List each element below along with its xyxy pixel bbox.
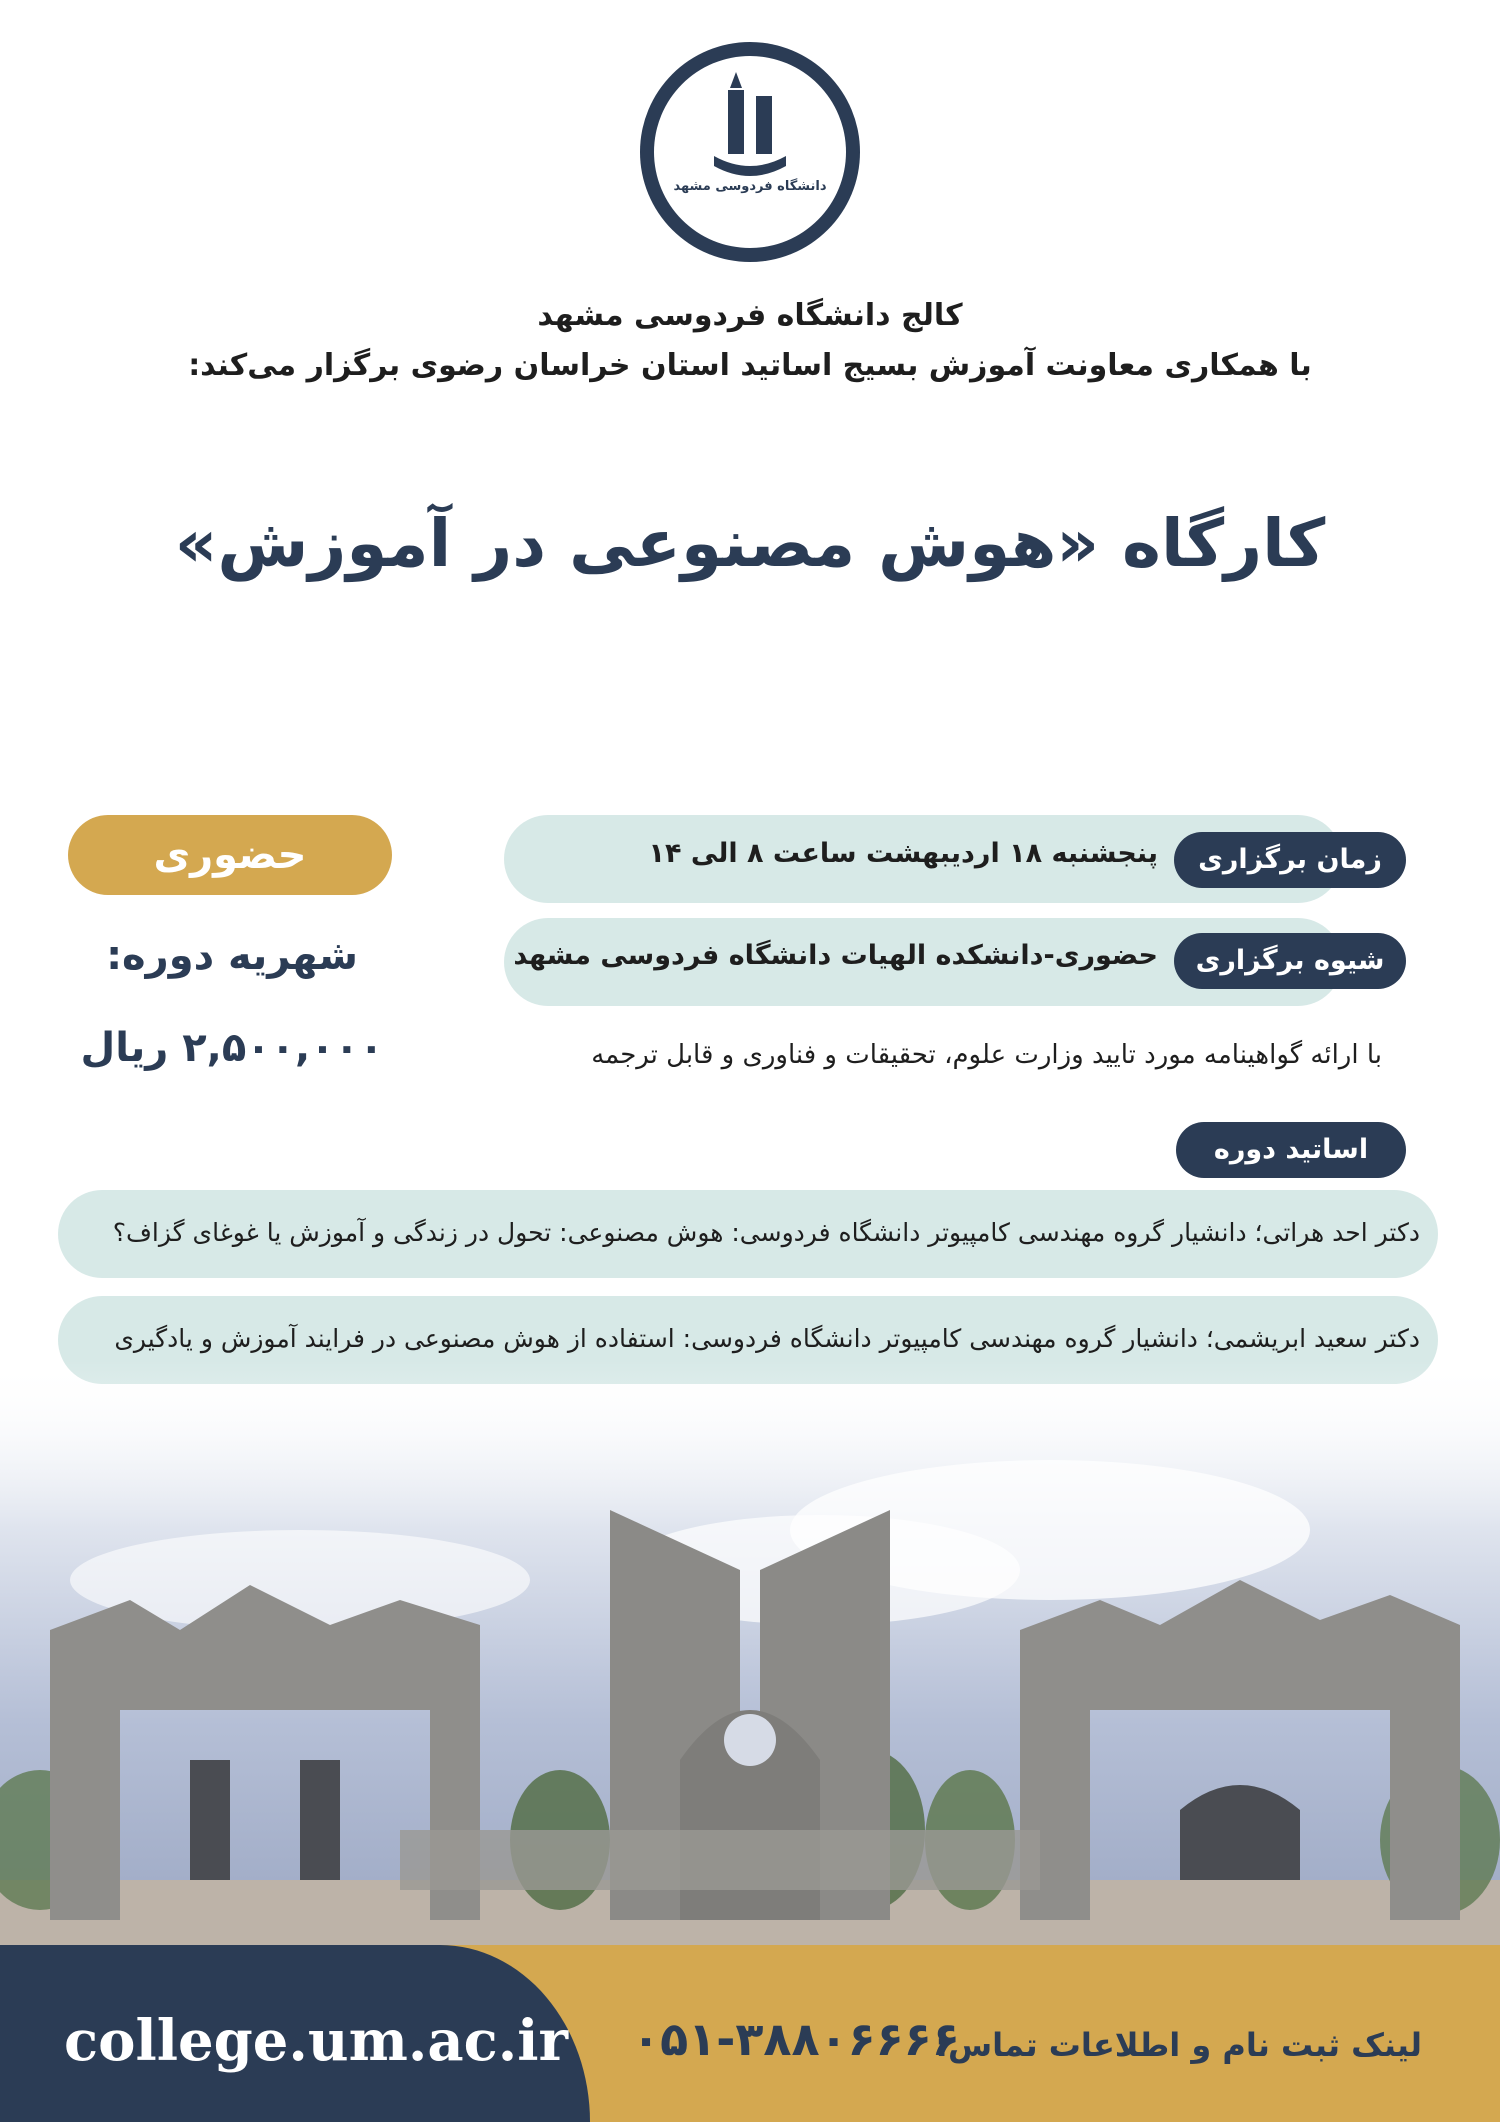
contact-label: لینک ثبت نام و اطلاعات تماس: [935,2026,1422,2064]
campus-gate-photo [0,1360,1500,1960]
logo-inner-text: دانشگاه فردوسی مشهد [673,179,827,194]
attendance-badge: حضوری [68,815,392,895]
fee-amount: ۲,۵۰۰,۰۰۰ ریال [80,1025,384,1071]
workshop-title: کارگاه «هوش مصنوعی در آموزش» [174,505,1326,582]
instructors-label-badge: اساتید دوره [1176,1122,1406,1178]
header-subtitle: با همکاری معاونت آموزش بسیج اساتید استان خراسان رضوی برگزار می‌کند: [188,348,1312,383]
logo-emblem-icon [636,38,864,266]
certificate-note: با ارائه گواهینامه مورد تایید وزارت علوم، تحقیقات و فناوری و قابل ترجمه [591,1040,1382,1070]
phone-number[interactable]: ۰۵۱-۳۸۸۰۶۶۶۶ [632,2012,960,2066]
university-logo [636,38,864,266]
method-label-badge: شیوه برگزاری [1174,933,1406,989]
instructor-text: دکتر احد هراتی؛ دانشیار گروه مهندسی کامپیوتر دانشگاه فردوسی: هوش مصنوعی: تحول در زندگی و آموزش یا غوغای گزاف؟ [112,1218,1420,1247]
website-link[interactable]: college.um.ac.ir [64,2008,569,2074]
instructor-text: دکتر سعید ابریشمی؛ دانشیار گروه مهندسی کامپیوتر دانشگاه فردوسی: استفاده از هوش مصنوعی در فرایند آموزش و یادگیری [114,1324,1420,1353]
header-title: کالج دانشگاه فردوسی مشهد [537,298,963,333]
logo-arc-text: کالج دانشگاه [706,215,794,242]
method-value: حضوری-دانشکده الهیات دانشگاه فردوسی مشهد [513,940,1158,971]
fee-label: شهریه دوره: [106,933,358,979]
time-value: پنجشنبه ۱۸ اردیبهشت ساعت ۸ الی ۱۴ [648,838,1158,869]
time-label-badge: زمان برگزاری [1174,832,1406,888]
